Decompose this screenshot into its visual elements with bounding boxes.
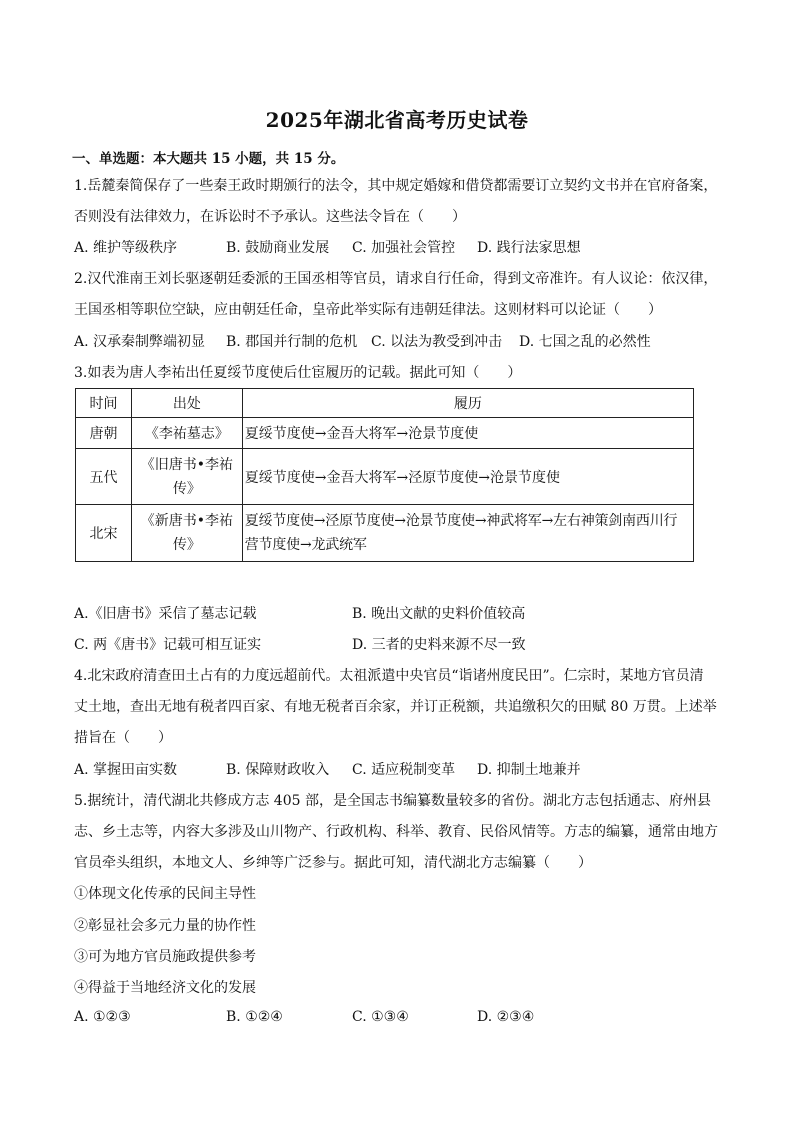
table-cell: 夏绥节度使→金吾大将军→泾原节度使→沧景节度使 <box>242 449 693 505</box>
question-4-line-3: 措旨在（ ） <box>74 730 172 746</box>
question-2-line-1: 2.汉代淮南王刘长驱逐朝廷委派的王国丞相等官员，请求自行任命，得到文帝准许。有人议论：依汉律， <box>74 271 718 287</box>
table-cell: 夏绥节度使→金吾大将军→沧景节度使 <box>242 418 693 449</box>
question-3-option-c: C. 两《唐书》记载可相互证实 <box>74 637 262 653</box>
question-2-option-b: B. 郡国并行制的危机 <box>226 334 358 350</box>
question-2-line-2: 王国丞相等职位空缺，应由朝廷任命，皇帝此举实际有违朝廷律法。这则材料可以论证（ ） <box>74 302 662 318</box>
question-5-statement-4: ④得益于当地经济文化的发展 <box>74 980 256 996</box>
question-5-statement-2: ②彰显社会多元力量的协作性 <box>74 918 256 934</box>
question-5-line-1: 5.据统计，清代湖北共修成方志 405 部，是全国志书编纂数量较多的省份。湖北方志包括通志、府州县 <box>74 793 711 809</box>
table-cell: 五代 <box>76 449 132 505</box>
question-5-option-b: B. ①②④ <box>226 1009 283 1025</box>
table-cell: 《李祐墓志》 <box>131 418 242 449</box>
question-4-line-2: 丈土地，查出无地有税者四百家、有地无税者百余家，并订正税额，共追缴积欠的田赋 80 万贯。上述举 <box>74 699 717 715</box>
question-5-option-c: C. ①③④ <box>352 1009 409 1025</box>
question-3-line-1: 3.如表为唐人李祐出任夏绥节度使后仕宦履历的记载。据此可知（ ） <box>74 365 522 381</box>
question-3-option-d: D. 三者的史料来源不尽一致 <box>352 637 526 653</box>
table-row <box>76 449 694 505</box>
question-4-option-a: A. 掌握田亩实数 <box>74 762 178 778</box>
table-cell: 夏绥节度使→泾原节度使→沧景节度使→神武将军→左右神策剑南西川行营节度使→龙武统军 <box>242 505 693 562</box>
question-3-option-a: A.《旧唐书》采信了墓志记载 <box>74 606 257 622</box>
table-cell: 《旧唐书•李祐传》 <box>131 449 242 505</box>
question-1-option-d: D. 践行法家思想 <box>477 240 581 256</box>
table-header-row <box>76 389 694 418</box>
table-cell: 唐朝 <box>76 418 132 449</box>
question-1-line-2: 否则没有法律效力，在诉讼时不予承认。这些法令旨在（ ） <box>74 209 466 225</box>
question-4-line-1: 4.北宋政府清查田土占有的力度远超前代。太祖派遣中央官员“诣诸州度民田”。仁宗时，某地方官员清 <box>74 668 704 684</box>
question-4-option-b: B. 保障财政收入 <box>226 762 330 778</box>
page-title: 2025年湖北省高考历史试卷 <box>265 108 529 132</box>
section-header: 一、单选题：本大题共 15 小题，共 15 分。 <box>72 151 345 167</box>
question-5-line-3: 官员牵头组织，本地文人、乡绅等广泛参与。据此可知，清代湖北方志编纂（ ） <box>74 855 592 871</box>
question-2-option-a: A. 汉承秦制弊端初显 <box>74 334 206 350</box>
career-table <box>75 388 694 562</box>
question-2-option-c: C. 以法为教受到冲击 <box>371 334 503 350</box>
question-4-option-d: D. 抑制土地兼并 <box>477 762 581 778</box>
table-header-cell: 时间 <box>76 389 132 418</box>
table-cell: 北宋 <box>76 505 132 562</box>
question-4-option-c: C. 适应税制变革 <box>352 762 456 778</box>
question-5-statement-3: ③可为地方官员施政提供参考 <box>74 949 256 965</box>
question-1-option-c: C. 加强社会管控 <box>352 240 456 256</box>
question-5-option-d: D. ②③④ <box>477 1009 535 1025</box>
question-1-line-1: 1.岳麓秦简保存了一些秦王政时期颁行的法令，其中规定婚嫁和借贷都需要订立契约文书并在官府备案， <box>74 178 718 194</box>
table-header-cell: 出处 <box>131 389 242 418</box>
question-1-option-b: B. 鼓励商业发展 <box>226 240 330 256</box>
table-cell: 《新唐书•李祐传》 <box>131 505 242 562</box>
question-5-line-2: 志、乡土志等，内容大多涉及山川物产、行政机构、科举、教育、民俗风情等。方志的编纂，通常由地方 <box>74 824 718 840</box>
table-row <box>76 505 694 562</box>
question-3-option-b: B. 晚出文献的史料价值较高 <box>352 606 526 622</box>
table-row <box>76 418 694 449</box>
question-1-option-a: A. 维护等级秩序 <box>74 240 178 256</box>
question-2-option-d: D. 七国之乱的必然性 <box>519 334 651 350</box>
question-5-option-a: A. ①②③ <box>74 1009 131 1025</box>
question-5-statement-1: ①体现文化传承的民间主导性 <box>74 886 256 902</box>
table-header-cell: 履历 <box>242 389 693 418</box>
